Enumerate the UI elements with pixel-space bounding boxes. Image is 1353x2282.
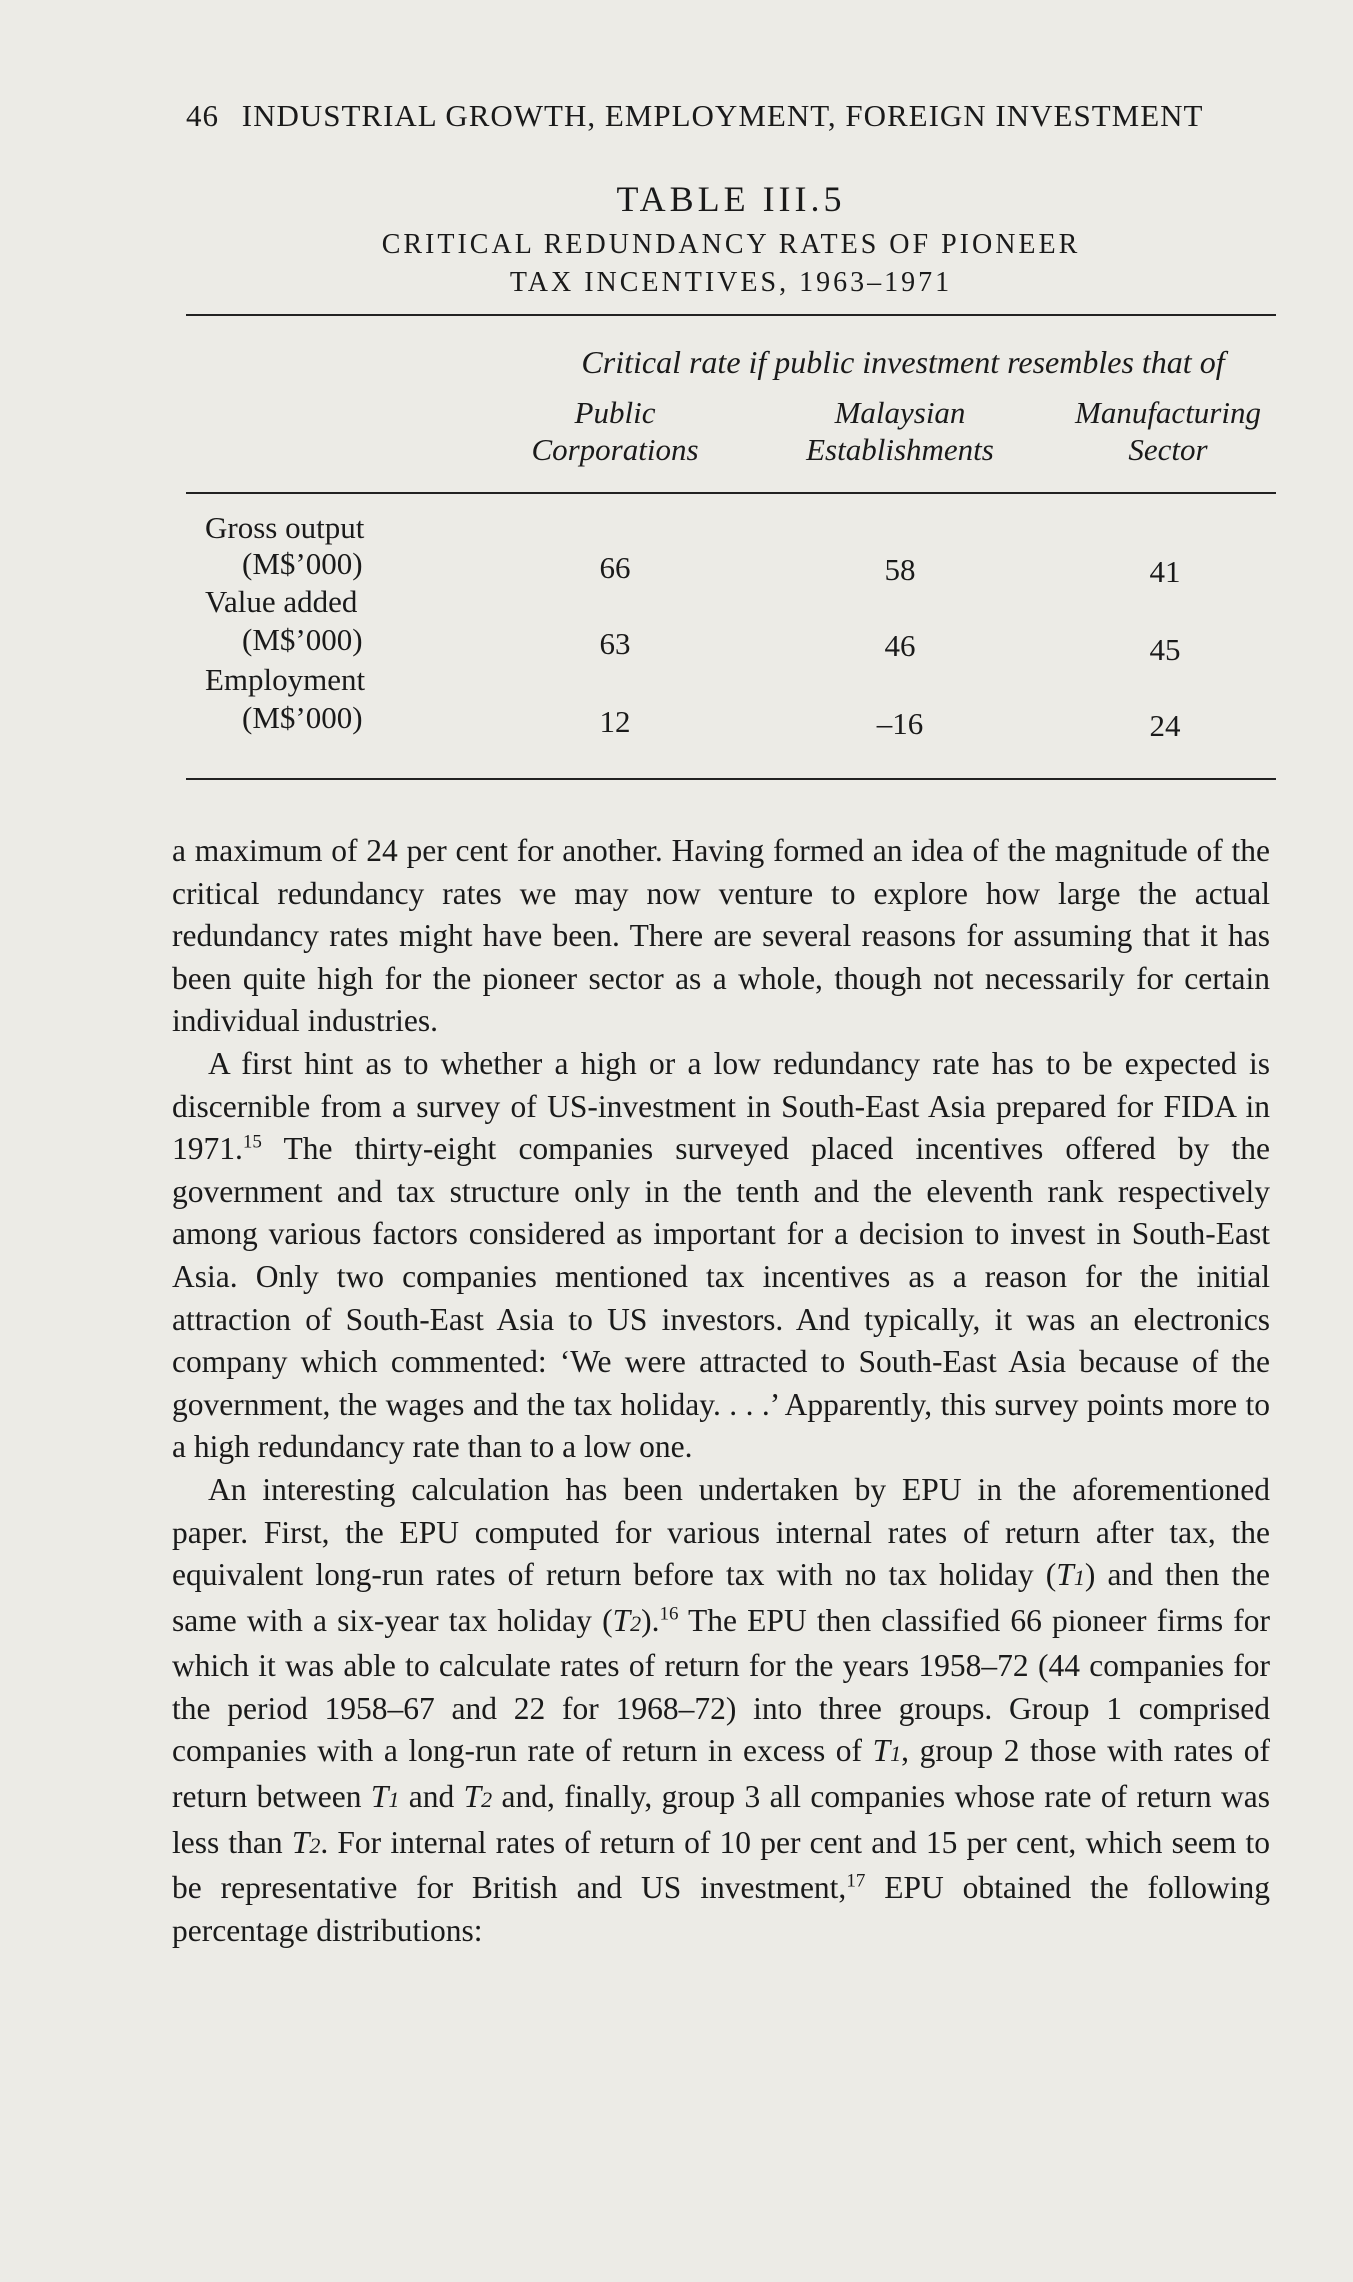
table-cell: 45 <box>1149 632 1181 667</box>
row-unit: (M$’000) <box>242 546 363 581</box>
footnote-ref: 17 <box>846 1870 866 1892</box>
math-symbol: T <box>370 1779 389 1815</box>
text-run: The thirty-eight companies surveyed placed incentives offered by the government and tax structure only in the tenth and the eleventh rank respectively among various factors considered as important for a decision to invest in South-East Asia. Only two companies mentioned tax incentives as a reason for the initial attraction of South-East Asia to US investors. And typically, it was an electronics company which commented: ‘We were attracted to South-East Asia because of the government, the wages and the tax holiday. . . .’ Apparently, this survey points more to a high redundancy rate than to a low one. <box>172 1131 1270 1465</box>
table-number: TABLE III.5 <box>616 179 846 219</box>
column-header-line: Establishments <box>806 432 994 467</box>
text-run: An interesting calculation has been undertaken by EPU in the aforementioned paper. First, the EPU computed for various internal rates of return after tax, the equivalent long-run rates of return before tax with no tax holiday ( <box>172 1471 1270 1593</box>
table-cell: 46 <box>884 628 916 663</box>
running-head-title: INDUSTRIAL GROWTH, EMPLOYMENT, FOREIGN INVESTMENT <box>241 98 1204 133</box>
text-run: and, finally, group 3 all companies whose rate of return was less than <box>172 1779 1271 1860</box>
text-run: . For internal rates of return of 10 per cent and 15 per cent, which seem to be representative for British and US investment, <box>172 1824 1270 1906</box>
table-top-rule <box>186 314 1276 316</box>
table-cell: 63 <box>599 626 631 661</box>
table-header-rule <box>186 492 1276 494</box>
running-head <box>186 98 1206 134</box>
column-header-malaysian-establishments <box>770 394 1030 468</box>
table-bottom-rule <box>186 778 1276 780</box>
column-header-public-corporations <box>515 394 715 468</box>
text-run: ). <box>641 1602 660 1638</box>
math-t2 <box>464 1779 493 1814</box>
math-subscript: 2 <box>630 1610 642 1636</box>
math-t1 <box>873 1733 902 1768</box>
math-t2 <box>613 1603 642 1638</box>
math-subscript: 2 <box>481 1787 493 1813</box>
math-symbol: T <box>612 1602 631 1638</box>
column-header-line: Malaysian <box>834 395 966 430</box>
paragraph-2 <box>172 1043 1270 1469</box>
text-run: and <box>399 1779 464 1815</box>
math-t1 <box>1056 1557 1085 1592</box>
table-caption-line-1: CRITICAL REDUNDANCY RATES OF PIONEER <box>381 229 1081 260</box>
math-symbol: T <box>463 1779 482 1815</box>
table-cell: 12 <box>599 704 631 739</box>
body-text <box>172 830 1270 1952</box>
text-run: ) and then the same with a six-year tax holiday ( <box>172 1557 1271 1638</box>
row-label-employment: Employment <box>205 662 366 697</box>
paragraph-3 <box>172 1469 1270 1953</box>
math-t1 <box>371 1779 400 1814</box>
math-t2 <box>292 1825 321 1860</box>
math-symbol: T <box>291 1824 310 1860</box>
table-cell: 58 <box>884 552 916 587</box>
math-subscript: 1 <box>388 1787 400 1813</box>
math-symbol: T <box>872 1733 891 1769</box>
column-header-line: Public <box>574 395 656 430</box>
table-cell: 41 <box>1149 554 1181 589</box>
row-label-value-added: Value added <box>205 584 358 619</box>
math-subscript: 1 <box>1073 1565 1085 1591</box>
row-label-gross-output: Gross output <box>205 510 365 545</box>
math-subscript: 2 <box>309 1832 321 1858</box>
column-header-line: Corporations <box>531 432 699 467</box>
text-run: , group 2 those with rates of return between <box>172 1733 1270 1815</box>
table-cell: –16 <box>876 706 924 741</box>
paragraph-1: a maximum of 24 per cent for another. Having formed an idea of the magnitude of the critical redundancy rates we may now venture to explore how large the actual redundancy rates might have been. There are several reasons for assuming that it has been quite high for the pioneer sector as a whole, though not necessarily for certain individual industries. <box>172 833 1270 1039</box>
text-run: A first hint as to whether a high or a low redundancy rate has to be expected is discernible from a survey of US-investment in South-East Asia prepared for FIDA in 1971. <box>172 1045 1270 1167</box>
text-run: The EPU then classified 66 pioneer firms for which it was able to calculate rates of return for the years 1958–72 (44 companies for the period 1958–67 and 22 for 1968–72) into three groups. Group 1 comprised companies with a long-run rate of return in excess of <box>172 1602 1270 1769</box>
table-cell: 66 <box>599 550 631 585</box>
column-header-line: Sector <box>1128 432 1208 467</box>
math-symbol: T <box>1056 1557 1074 1593</box>
row-unit: (M$’000) <box>242 622 363 657</box>
column-header-line: Manufacturing <box>1075 395 1261 430</box>
table-caption-line-2: TAX INCENTIVES, 1963–1971 <box>509 267 953 298</box>
table-spanning-header: Critical rate if public investment resembles that of <box>581 344 1225 380</box>
table-cell: 24 <box>1149 708 1181 743</box>
math-subscript: 1 <box>890 1741 902 1767</box>
column-header-manufacturing-sector <box>1050 394 1286 468</box>
row-unit: (M$’000) <box>242 700 363 735</box>
footnote-ref: 16 <box>659 1603 679 1625</box>
page-number: 46 <box>186 98 219 133</box>
text-run: EPU obtained the following percentage distributions: <box>172 1870 1270 1948</box>
footnote-ref: 15 <box>242 1131 262 1153</box>
